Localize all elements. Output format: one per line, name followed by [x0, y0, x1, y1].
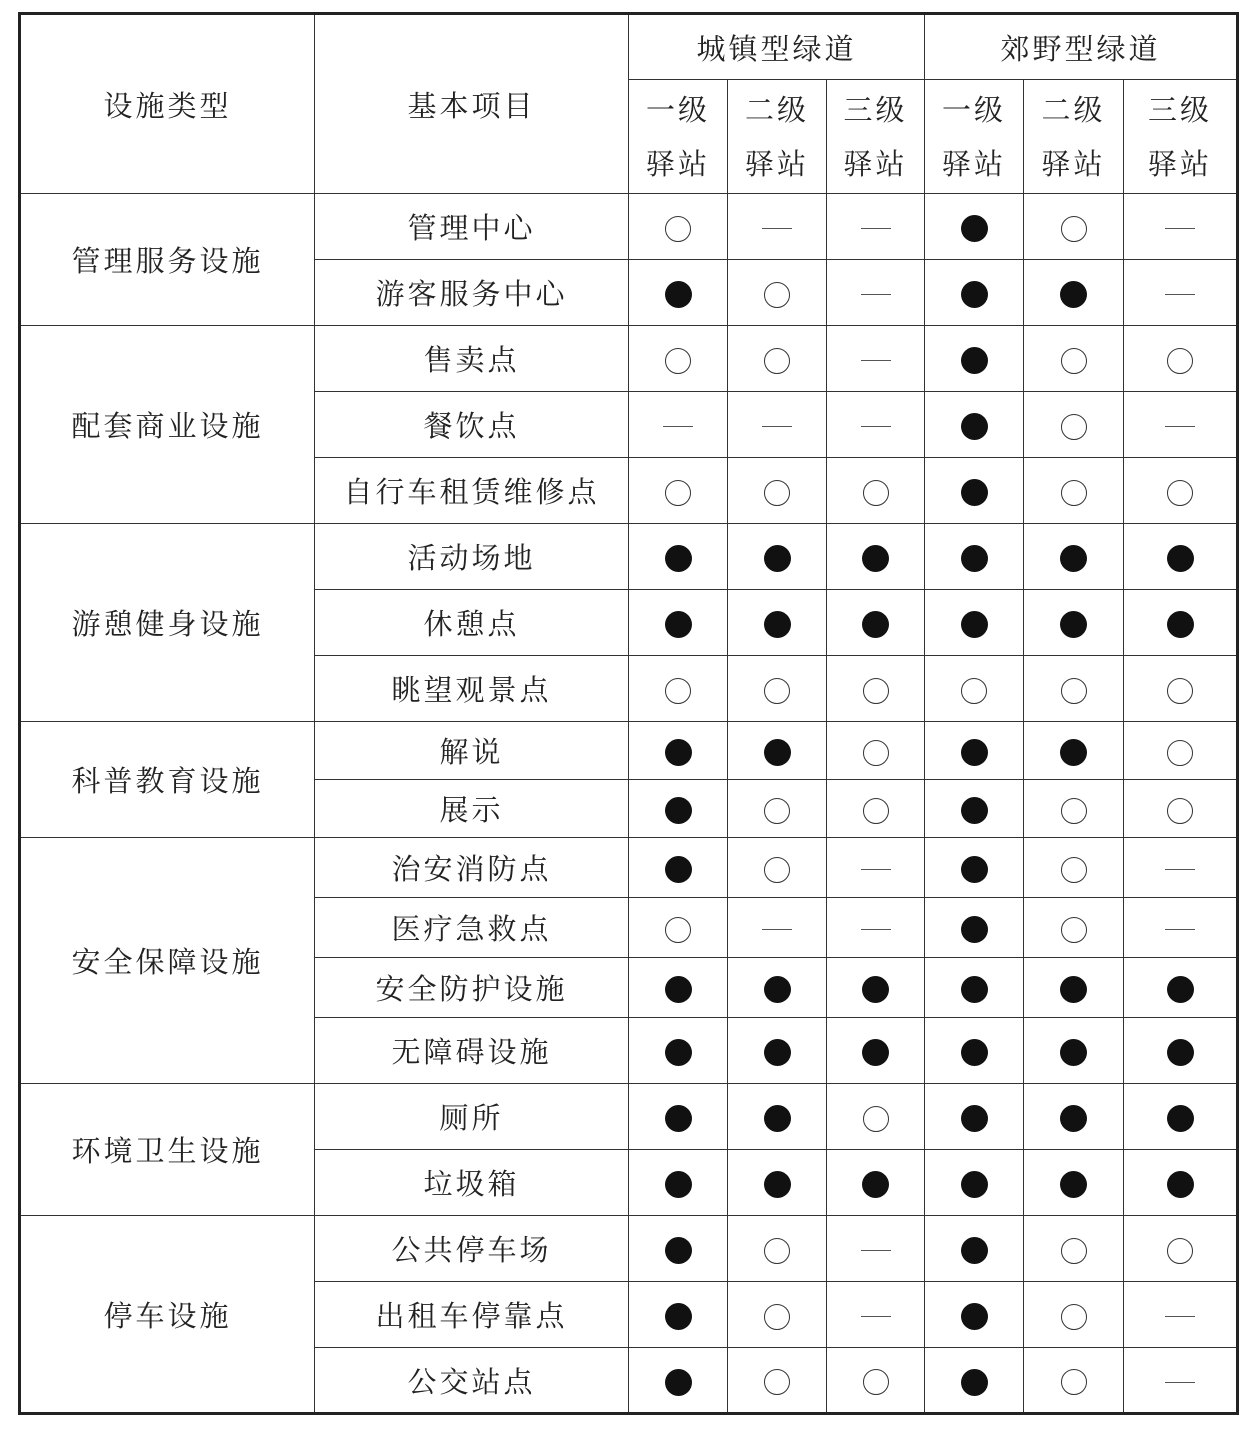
filled-circle-icon	[665, 739, 692, 766]
filled-circle-icon	[665, 1171, 692, 1198]
filled-circle-icon	[961, 916, 988, 943]
level-cell	[827, 524, 925, 590]
table-row	[20, 838, 1238, 898]
dash-icon	[1165, 929, 1195, 930]
greenway-facility-table	[18, 12, 1239, 1415]
level-cell	[1024, 1150, 1124, 1216]
hollow-circle-icon	[665, 216, 691, 242]
level-cell	[1124, 260, 1238, 326]
category-cell: 管理服务设施	[20, 194, 315, 326]
filled-circle-icon	[961, 1369, 988, 1396]
filled-circle-icon	[1060, 1171, 1087, 1198]
item-cell: 无障碍设施	[315, 1018, 629, 1084]
hollow-circle-icon	[665, 678, 691, 704]
table-row	[20, 1084, 1238, 1150]
level-cell	[925, 780, 1024, 838]
level-cell	[827, 260, 925, 326]
hollow-circle-icon	[961, 678, 987, 704]
level-cell	[1124, 898, 1238, 958]
filled-circle-icon	[961, 797, 988, 824]
filled-circle-icon	[665, 1369, 692, 1396]
filled-circle-icon	[961, 976, 988, 1003]
dash-icon	[1165, 869, 1195, 870]
level-cell	[1124, 1282, 1238, 1348]
hollow-circle-icon	[665, 917, 691, 943]
item-cell: 活动场地	[315, 524, 629, 590]
item-cell: 管理中心	[315, 194, 629, 260]
hollow-circle-icon	[1061, 678, 1087, 704]
level-cell	[827, 838, 925, 898]
hollow-circle-icon	[863, 678, 889, 704]
level-cell	[629, 1282, 728, 1348]
level-cell	[1124, 524, 1238, 590]
filled-circle-icon	[764, 739, 791, 766]
level-cell	[728, 780, 827, 838]
level-cell	[925, 1216, 1024, 1282]
level-cell	[629, 898, 728, 958]
filled-circle-icon	[1167, 545, 1194, 572]
item-cell: 出租车停靠点	[315, 1282, 629, 1348]
filled-circle-icon	[665, 1303, 692, 1330]
level-cell	[827, 722, 925, 780]
item-cell: 餐饮点	[315, 392, 629, 458]
dash-icon	[861, 1316, 891, 1317]
level-cell	[629, 1348, 728, 1414]
hollow-circle-icon	[1061, 348, 1087, 374]
level-cell	[925, 1018, 1024, 1084]
dash-icon	[1165, 1316, 1195, 1317]
hollow-circle-icon	[1061, 1238, 1087, 1264]
level-cell	[925, 1282, 1024, 1348]
table-row	[20, 722, 1238, 780]
category-cell: 科普教育设施	[20, 722, 315, 838]
hollow-circle-icon	[1167, 798, 1193, 824]
hollow-circle-icon	[1167, 740, 1193, 766]
item-cell: 游客服务中心	[315, 260, 629, 326]
level-cell	[728, 458, 827, 524]
level-cell	[925, 326, 1024, 392]
filled-circle-icon	[665, 976, 692, 1003]
facility-table-container	[18, 12, 1236, 1414]
filled-circle-icon	[961, 611, 988, 638]
item-cell: 安全防护设施	[315, 958, 629, 1018]
level-cell	[827, 1348, 925, 1414]
dash-icon	[762, 426, 792, 427]
hollow-circle-icon	[764, 1238, 790, 1264]
level-cell	[1024, 1348, 1124, 1414]
dash-icon	[861, 360, 891, 361]
level-cell	[728, 1216, 827, 1282]
hollow-circle-icon	[1061, 480, 1087, 506]
filled-circle-icon	[665, 856, 692, 883]
hollow-circle-icon	[764, 1304, 790, 1330]
header-basic-item: 基本项目	[315, 14, 629, 194]
level-cell	[1124, 780, 1238, 838]
hollow-circle-icon	[1167, 678, 1193, 704]
hollow-circle-icon	[665, 348, 691, 374]
filled-circle-icon	[961, 413, 988, 440]
item-cell: 治安消防点	[315, 838, 629, 898]
level-cell	[827, 898, 925, 958]
level-cell	[827, 1282, 925, 1348]
filled-circle-icon	[764, 1105, 791, 1132]
filled-circle-icon	[1060, 1105, 1087, 1132]
level-cell	[629, 1084, 728, 1150]
filled-circle-icon	[961, 1039, 988, 1066]
dash-icon	[1165, 228, 1195, 229]
filled-circle-icon	[961, 739, 988, 766]
header-level-rural-1: 一级 驿站	[925, 80, 1024, 194]
dash-icon	[1165, 294, 1195, 295]
hollow-circle-icon	[1167, 348, 1193, 374]
level-cell	[1124, 590, 1238, 656]
level-cell	[1024, 326, 1124, 392]
level-cell	[827, 1216, 925, 1282]
level-cell	[629, 260, 728, 326]
filled-circle-icon	[1060, 611, 1087, 638]
hollow-circle-icon	[764, 678, 790, 704]
filled-circle-icon	[665, 797, 692, 824]
level-cell	[1124, 722, 1238, 780]
hollow-circle-icon	[1061, 216, 1087, 242]
level-cell	[827, 1018, 925, 1084]
level-cell	[1124, 1216, 1238, 1282]
item-cell: 公共停车场	[315, 1216, 629, 1282]
level-cell	[827, 392, 925, 458]
hollow-circle-icon	[764, 480, 790, 506]
filled-circle-icon	[961, 215, 988, 242]
level-cell	[728, 194, 827, 260]
hollow-circle-icon	[1061, 857, 1087, 883]
level-cell	[1124, 656, 1238, 722]
level-cell	[925, 898, 1024, 958]
level-cell	[728, 1348, 827, 1414]
level-cell	[925, 838, 1024, 898]
hollow-circle-icon	[863, 480, 889, 506]
filled-circle-icon	[1060, 976, 1087, 1003]
dash-icon	[762, 228, 792, 229]
level-cell	[1024, 838, 1124, 898]
filled-circle-icon	[764, 976, 791, 1003]
item-cell: 厕所	[315, 1084, 629, 1150]
dash-icon	[762, 929, 792, 930]
filled-circle-icon	[961, 281, 988, 308]
level-cell	[629, 1150, 728, 1216]
item-cell: 解说	[315, 722, 629, 780]
dash-icon	[861, 426, 891, 427]
filled-circle-icon	[961, 1171, 988, 1198]
filled-circle-icon	[764, 1039, 791, 1066]
hollow-circle-icon	[863, 1106, 889, 1132]
filled-circle-icon	[1167, 1171, 1194, 1198]
level-cell	[925, 656, 1024, 722]
hollow-circle-icon	[1061, 414, 1087, 440]
level-cell	[925, 1348, 1024, 1414]
level-cell	[629, 458, 728, 524]
table-row	[20, 194, 1238, 260]
level-cell	[1124, 326, 1238, 392]
level-cell	[629, 524, 728, 590]
hollow-circle-icon	[764, 1369, 790, 1395]
filled-circle-icon	[665, 1039, 692, 1066]
level-cell	[827, 1150, 925, 1216]
item-cell: 自行车租赁维修点	[315, 458, 629, 524]
level-cell	[728, 898, 827, 958]
item-cell: 展示	[315, 780, 629, 838]
level-cell	[1024, 1216, 1124, 1282]
level-cell	[629, 326, 728, 392]
level-cell	[1124, 1348, 1238, 1414]
filled-circle-icon	[1060, 739, 1087, 766]
level-cell	[1024, 898, 1124, 958]
filled-circle-icon	[862, 1171, 889, 1198]
level-cell	[728, 590, 827, 656]
hollow-circle-icon	[764, 857, 790, 883]
level-cell	[728, 656, 827, 722]
level-cell	[1124, 1084, 1238, 1150]
level-cell	[728, 838, 827, 898]
hollow-circle-icon	[863, 1369, 889, 1395]
hollow-circle-icon	[1167, 480, 1193, 506]
level-cell	[925, 1150, 1024, 1216]
level-cell	[1024, 194, 1124, 260]
level-cell	[925, 260, 1024, 326]
level-cell	[1024, 458, 1124, 524]
level-cell	[1124, 194, 1238, 260]
level-cell	[629, 780, 728, 838]
level-cell	[728, 1084, 827, 1150]
level-cell	[1024, 392, 1124, 458]
filled-circle-icon	[1167, 1105, 1194, 1132]
dash-icon	[861, 869, 891, 870]
filled-circle-icon	[1167, 976, 1194, 1003]
table-row	[20, 326, 1238, 392]
filled-circle-icon	[961, 347, 988, 374]
dash-icon	[861, 228, 891, 229]
level-cell	[925, 958, 1024, 1018]
hollow-circle-icon	[1061, 1369, 1087, 1395]
level-cell	[827, 958, 925, 1018]
level-cell	[728, 1282, 827, 1348]
level-cell	[629, 838, 728, 898]
filled-circle-icon	[764, 1171, 791, 1198]
item-cell: 医疗急救点	[315, 898, 629, 958]
level-cell	[827, 1084, 925, 1150]
level-cell	[629, 1018, 728, 1084]
level-cell	[1024, 780, 1124, 838]
filled-circle-icon	[862, 976, 889, 1003]
header-facility-type: 设施类型	[20, 14, 315, 194]
level-cell	[629, 656, 728, 722]
header-level-urban-1: 一级 驿站	[629, 80, 728, 194]
item-cell: 公交站点	[315, 1348, 629, 1414]
filled-circle-icon	[1060, 1039, 1087, 1066]
category-cell: 安全保障设施	[20, 838, 315, 1084]
hollow-circle-icon	[764, 798, 790, 824]
category-cell: 环境卫生设施	[20, 1084, 315, 1216]
level-cell	[728, 722, 827, 780]
level-cell	[827, 194, 925, 260]
level-cell	[925, 392, 1024, 458]
category-cell: 停车设施	[20, 1216, 315, 1414]
level-cell	[925, 1084, 1024, 1150]
level-cell	[728, 392, 827, 458]
item-cell: 售卖点	[315, 326, 629, 392]
dash-icon	[861, 929, 891, 930]
level-cell	[925, 194, 1024, 260]
level-cell	[925, 722, 1024, 780]
dash-icon	[861, 1250, 891, 1251]
category-cell: 游憩健身设施	[20, 524, 315, 722]
filled-circle-icon	[862, 1039, 889, 1066]
level-cell	[1124, 838, 1238, 898]
filled-circle-icon	[961, 856, 988, 883]
hollow-circle-icon	[764, 282, 790, 308]
category-cell: 配套商业设施	[20, 326, 315, 524]
level-cell	[728, 1150, 827, 1216]
hollow-circle-icon	[764, 348, 790, 374]
filled-circle-icon	[764, 545, 791, 572]
hollow-circle-icon	[1061, 1304, 1087, 1330]
hollow-circle-icon	[1167, 1238, 1193, 1264]
header-urban-greenway: 城镇型绿道	[629, 14, 925, 80]
level-cell	[1024, 524, 1124, 590]
level-cell	[629, 392, 728, 458]
level-cell	[1024, 590, 1124, 656]
header-level-rural-3: 三级 驿站	[1124, 80, 1238, 194]
filled-circle-icon	[961, 1237, 988, 1264]
dash-icon	[1165, 426, 1195, 427]
table-row	[20, 1216, 1238, 1282]
filled-circle-icon	[1060, 281, 1087, 308]
header-row-groups	[20, 14, 1238, 80]
level-cell	[629, 194, 728, 260]
dash-icon	[861, 294, 891, 295]
table-row	[20, 524, 1238, 590]
dash-icon	[663, 426, 693, 427]
level-cell	[629, 958, 728, 1018]
item-cell: 休憩点	[315, 590, 629, 656]
level-cell	[1124, 458, 1238, 524]
filled-circle-icon	[961, 545, 988, 572]
item-cell: 垃圾箱	[315, 1150, 629, 1216]
filled-circle-icon	[961, 479, 988, 506]
level-cell	[629, 1216, 728, 1282]
level-cell	[728, 326, 827, 392]
filled-circle-icon	[961, 1303, 988, 1330]
filled-circle-icon	[764, 611, 791, 638]
level-cell	[1024, 722, 1124, 780]
level-cell	[728, 524, 827, 590]
level-cell	[827, 326, 925, 392]
header-level-rural-2: 二级 驿站	[1024, 80, 1124, 194]
level-cell	[1024, 1018, 1124, 1084]
level-cell	[1024, 656, 1124, 722]
level-cell	[827, 656, 925, 722]
hollow-circle-icon	[1061, 798, 1087, 824]
level-cell	[1124, 1150, 1238, 1216]
level-cell	[1124, 392, 1238, 458]
hollow-circle-icon	[1061, 917, 1087, 943]
filled-circle-icon	[961, 1105, 988, 1132]
header-rural-greenway: 郊野型绿道	[925, 14, 1238, 80]
filled-circle-icon	[665, 1237, 692, 1264]
level-cell	[1024, 260, 1124, 326]
filled-circle-icon	[1167, 611, 1194, 638]
level-cell	[1124, 958, 1238, 1018]
filled-circle-icon	[862, 611, 889, 638]
level-cell	[1024, 1282, 1124, 1348]
level-cell	[629, 590, 728, 656]
filled-circle-icon	[1060, 545, 1087, 572]
level-cell	[925, 524, 1024, 590]
level-cell	[1024, 958, 1124, 1018]
level-cell	[827, 780, 925, 838]
filled-circle-icon	[665, 611, 692, 638]
level-cell	[827, 590, 925, 656]
filled-circle-icon	[665, 1105, 692, 1132]
level-cell	[925, 590, 1024, 656]
filled-circle-icon	[665, 545, 692, 572]
level-cell	[1024, 1084, 1124, 1150]
hollow-circle-icon	[665, 480, 691, 506]
level-cell	[925, 458, 1024, 524]
level-cell	[1124, 1018, 1238, 1084]
filled-circle-icon	[665, 281, 692, 308]
level-cell	[728, 260, 827, 326]
dash-icon	[1165, 1382, 1195, 1383]
level-cell	[827, 458, 925, 524]
hollow-circle-icon	[863, 740, 889, 766]
table-body	[20, 194, 1238, 1414]
item-cell: 眺望观景点	[315, 656, 629, 722]
level-cell	[728, 1018, 827, 1084]
filled-circle-icon	[1167, 1039, 1194, 1066]
hollow-circle-icon	[863, 798, 889, 824]
filled-circle-icon	[862, 545, 889, 572]
level-cell	[629, 722, 728, 780]
header-level-urban-3: 三级 驿站	[827, 80, 925, 194]
level-cell	[728, 958, 827, 1018]
header-level-urban-2: 二级 驿站	[728, 80, 827, 194]
